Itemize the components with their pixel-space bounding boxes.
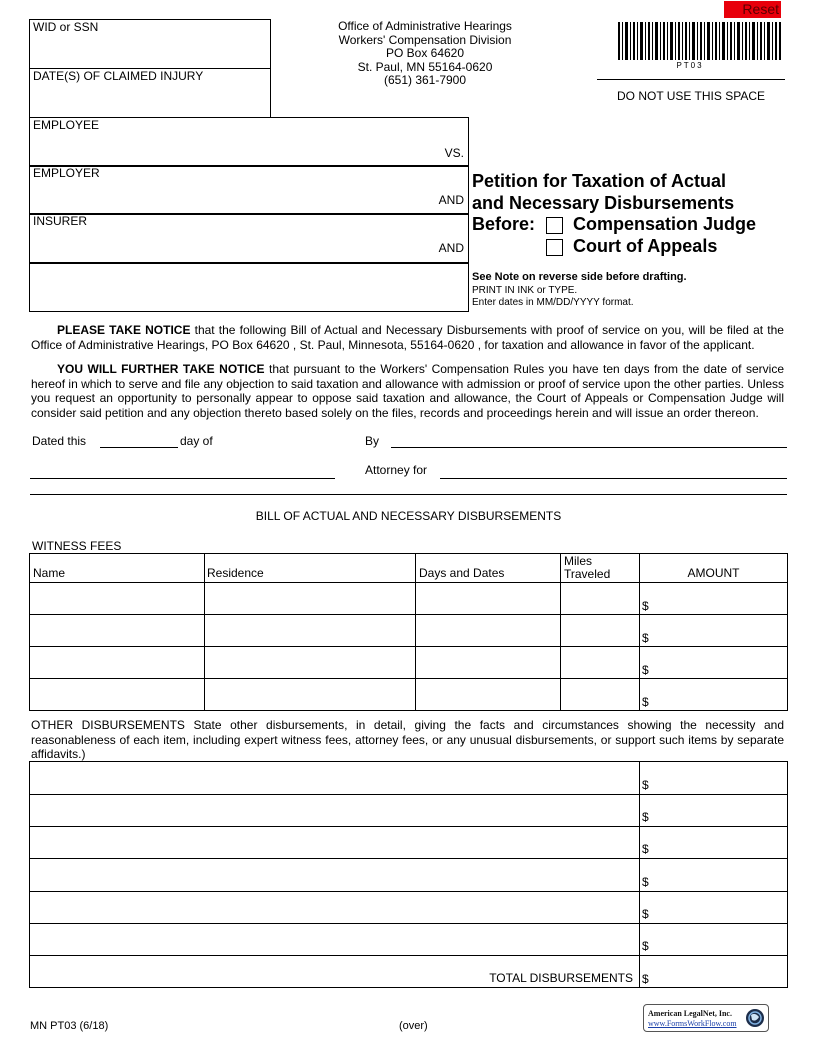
dates-box — [29, 68, 271, 118]
attorney-for-line — [440, 478, 787, 479]
notice-paragraph-2 — [31, 362, 784, 420]
office-address — [300, 20, 550, 88]
witness-residence-input[interactable] — [207, 682, 415, 708]
row-divider — [30, 614, 787, 615]
dated-this-label: Dated this — [32, 434, 87, 448]
other-disbursements-text: OTHER DISBURSEMENTS State other disbursements, in detail, giving the facts and circumstances showing the necessity and reasonableness of each item, including expert witness fees, attorney fees, or any unusual disbursements, or support such items by separate affidavits.) — [31, 718, 784, 761]
by-line — [391, 447, 787, 448]
dollar-sign: $ — [642, 695, 649, 709]
col-divider — [415, 554, 416, 711]
employer-box — [29, 165, 469, 215]
notice-1-bold: PLEASE TAKE NOTICE — [57, 323, 191, 337]
other-disbursement-input[interactable] — [32, 766, 639, 792]
barcode — [618, 22, 782, 64]
office-line-1: Office of Administrative Hearings — [338, 19, 512, 33]
attorney-for-label: Attorney for — [365, 463, 428, 477]
dollar-sign: $ — [642, 663, 649, 677]
reset-button[interactable]: Reset — [724, 1, 781, 18]
date-format-note: Enter dates in MM/DD/YYYY format. — [472, 297, 634, 308]
by-label: By — [365, 434, 380, 448]
dollar-sign: $ — [642, 939, 649, 953]
other-disbursement-input[interactable] — [32, 927, 639, 953]
month-year-line — [30, 478, 335, 479]
form-title — [472, 171, 734, 214]
witness-name-input[interactable] — [32, 650, 204, 676]
row-divider — [30, 891, 787, 892]
witness-miles-input[interactable] — [563, 682, 639, 708]
row-divider — [30, 858, 787, 859]
dollar-sign: $ — [642, 810, 649, 824]
row-divider — [30, 582, 787, 583]
other-disbursements-table — [29, 761, 788, 988]
witness-amount-input[interactable] — [652, 650, 786, 676]
dollar-sign: $ — [642, 599, 649, 613]
legalnet-logo — [643, 1004, 769, 1032]
witness-miles-input[interactable] — [563, 618, 639, 644]
witness-fees-label: WITNESS FEES — [32, 539, 122, 553]
witness-name-input[interactable] — [32, 618, 204, 644]
witness-amount-input[interactable] — [652, 586, 786, 612]
notice-paragraph-1 — [31, 323, 784, 352]
form-id: MN PT03 (6/18) — [30, 1020, 109, 1032]
col-divider — [204, 554, 205, 711]
notice-2-text: that pursuant to the Workers' Compensation Rules you have ten days from the date of service hereof in which to serve and file any objection to said taxation and allowance with admission or proof of service upon the other parties. Unless you request an opportunity to personally appear to oppose said taxation and allowance, the Court of Appeals or Compensation Judge will consider said petition and any objection thereto based solely on the files, records and proceedings herein and will issue an order thereon. — [31, 362, 785, 420]
dollar-sign: $ — [642, 842, 649, 856]
dollar-sign: $ — [642, 778, 649, 792]
wid-label: WID or SSN — [33, 20, 99, 34]
col-header-residence: Residence — [207, 566, 264, 580]
insurer-box — [29, 213, 469, 264]
other-amount-input[interactable] — [652, 798, 786, 824]
before-label: Before: — [472, 214, 536, 234]
col-header-name: Name — [33, 566, 66, 580]
title-line-1: Petition for Taxation of Actual — [472, 171, 727, 191]
title-line-2: and Necessary Disbursements — [472, 192, 735, 213]
do-not-use-rule — [597, 79, 785, 80]
print-note: PRINT IN INK or TYPE. — [472, 285, 578, 296]
other-disbursement-input[interactable] — [32, 830, 639, 856]
drafting-note: See Note on reverse side before drafting. — [472, 271, 687, 283]
compensation-judge-checkbox[interactable] — [546, 217, 563, 234]
dates-label: DATE(S) OF CLAIMED INJURY — [33, 69, 204, 83]
and-label-1: AND — [438, 193, 464, 207]
row-divider — [30, 923, 787, 924]
employee-label: EMPLOYEE — [33, 118, 100, 132]
witness-amount-input[interactable] — [652, 682, 786, 708]
witness-residence-input[interactable] — [207, 586, 415, 612]
witness-days-input[interactable] — [418, 586, 560, 612]
dollar-sign: $ — [642, 907, 649, 921]
wid-box — [29, 19, 271, 69]
col-header-days: Days and Dates — [419, 566, 505, 580]
other-amount-input[interactable] — [652, 895, 786, 921]
bill-heading: BILL OF ACTUAL AND NECESSARY DISBURSEMENTS — [255, 509, 562, 523]
witness-days-input[interactable] — [418, 682, 560, 708]
section-divider — [30, 494, 787, 495]
witness-days-input[interactable] — [418, 618, 560, 644]
wid-input[interactable] — [34, 42, 270, 64]
row-divider — [30, 646, 787, 647]
total-dollar-sign: $ — [642, 972, 649, 986]
row-divider — [30, 955, 787, 956]
notice-1-text: that the following Bill of Actual and Necessary Disbursements with proof of service on you, will be filed at the Office of Administrative Hearings, PO Box 64620 , St. Paul, Minnesota, 55164-0620 , for taxation and allowance in favor of the applicant. — [31, 323, 784, 352]
witness-name-input[interactable] — [32, 586, 204, 612]
insurer-label: INSURER — [33, 214, 88, 228]
insurer-input[interactable] — [34, 230, 438, 250]
dates-input[interactable] — [34, 91, 270, 113]
other-disbursement-input[interactable] — [32, 863, 639, 889]
witness-miles-input[interactable] — [563, 586, 639, 612]
office-line-4: St. Paul, MN 55164-0620 — [357, 59, 493, 74]
over-label: (over) — [399, 1020, 428, 1032]
vs-label: VS. — [444, 146, 464, 160]
employer-label: EMPLOYER — [33, 166, 100, 180]
witness-fees-table — [29, 553, 788, 711]
col-divider — [560, 554, 561, 711]
court-of-appeals-checkbox[interactable] — [546, 239, 563, 256]
dollar-sign: $ — [642, 875, 649, 889]
do-not-use-label: DO NOT USE THIS SPACE — [616, 89, 766, 103]
col-header-amount: AMOUNT — [687, 566, 740, 580]
compensation-judge-label: Compensation Judge — [573, 214, 757, 234]
and-label-2: AND — [438, 241, 464, 255]
other-disbursement-input[interactable] — [32, 798, 639, 824]
col-header-miles: Miles Traveled — [564, 554, 611, 581]
witness-name-input[interactable] — [32, 682, 204, 708]
notice-text — [31, 323, 784, 420]
other-amount-input[interactable] — [652, 927, 786, 953]
other-amount-input[interactable] — [652, 863, 786, 889]
witness-miles-input[interactable] — [563, 650, 639, 676]
barcode-text: PT03 — [660, 61, 720, 70]
day-line — [100, 447, 178, 448]
other-amount-input[interactable] — [652, 766, 786, 792]
day-of-label: day of — [180, 434, 213, 448]
employer-input[interactable] — [34, 182, 438, 202]
witness-amount-input[interactable] — [652, 618, 786, 644]
office-line-5: (651) 361-7900 — [383, 73, 467, 87]
employee-box — [29, 117, 469, 167]
office-line-3: PO Box 64620 — [385, 46, 465, 60]
logo-url[interactable]: www.FormsWorkFlow.com — [648, 1019, 737, 1028]
court-of-appeals-label: Court of Appeals — [573, 236, 718, 256]
row-divider — [30, 678, 787, 679]
office-line-2: Workers' Compensation Division — [338, 32, 512, 47]
notice-2-bold: YOU WILL FURTHER TAKE NOTICE — [57, 362, 265, 376]
other-party-box — [29, 262, 469, 312]
logo-company: American LegalNet, Inc. — [648, 1009, 732, 1018]
total-amount-input[interactable] — [652, 959, 786, 985]
globe-icon — [745, 1008, 765, 1028]
row-divider — [30, 794, 787, 795]
other-disbursement-input[interactable] — [32, 895, 639, 921]
witness-residence-input[interactable] — [207, 650, 415, 676]
other-amount-input[interactable] — [652, 830, 786, 856]
row-divider — [30, 826, 787, 827]
other-party-input[interactable] — [34, 277, 466, 299]
witness-residence-input[interactable] — [207, 618, 415, 644]
employee-input[interactable] — [34, 134, 438, 154]
dollar-sign: $ — [642, 631, 649, 645]
total-disbursements-label: TOTAL DISBURSEMENTS — [489, 971, 633, 985]
witness-days-input[interactable] — [418, 650, 560, 676]
